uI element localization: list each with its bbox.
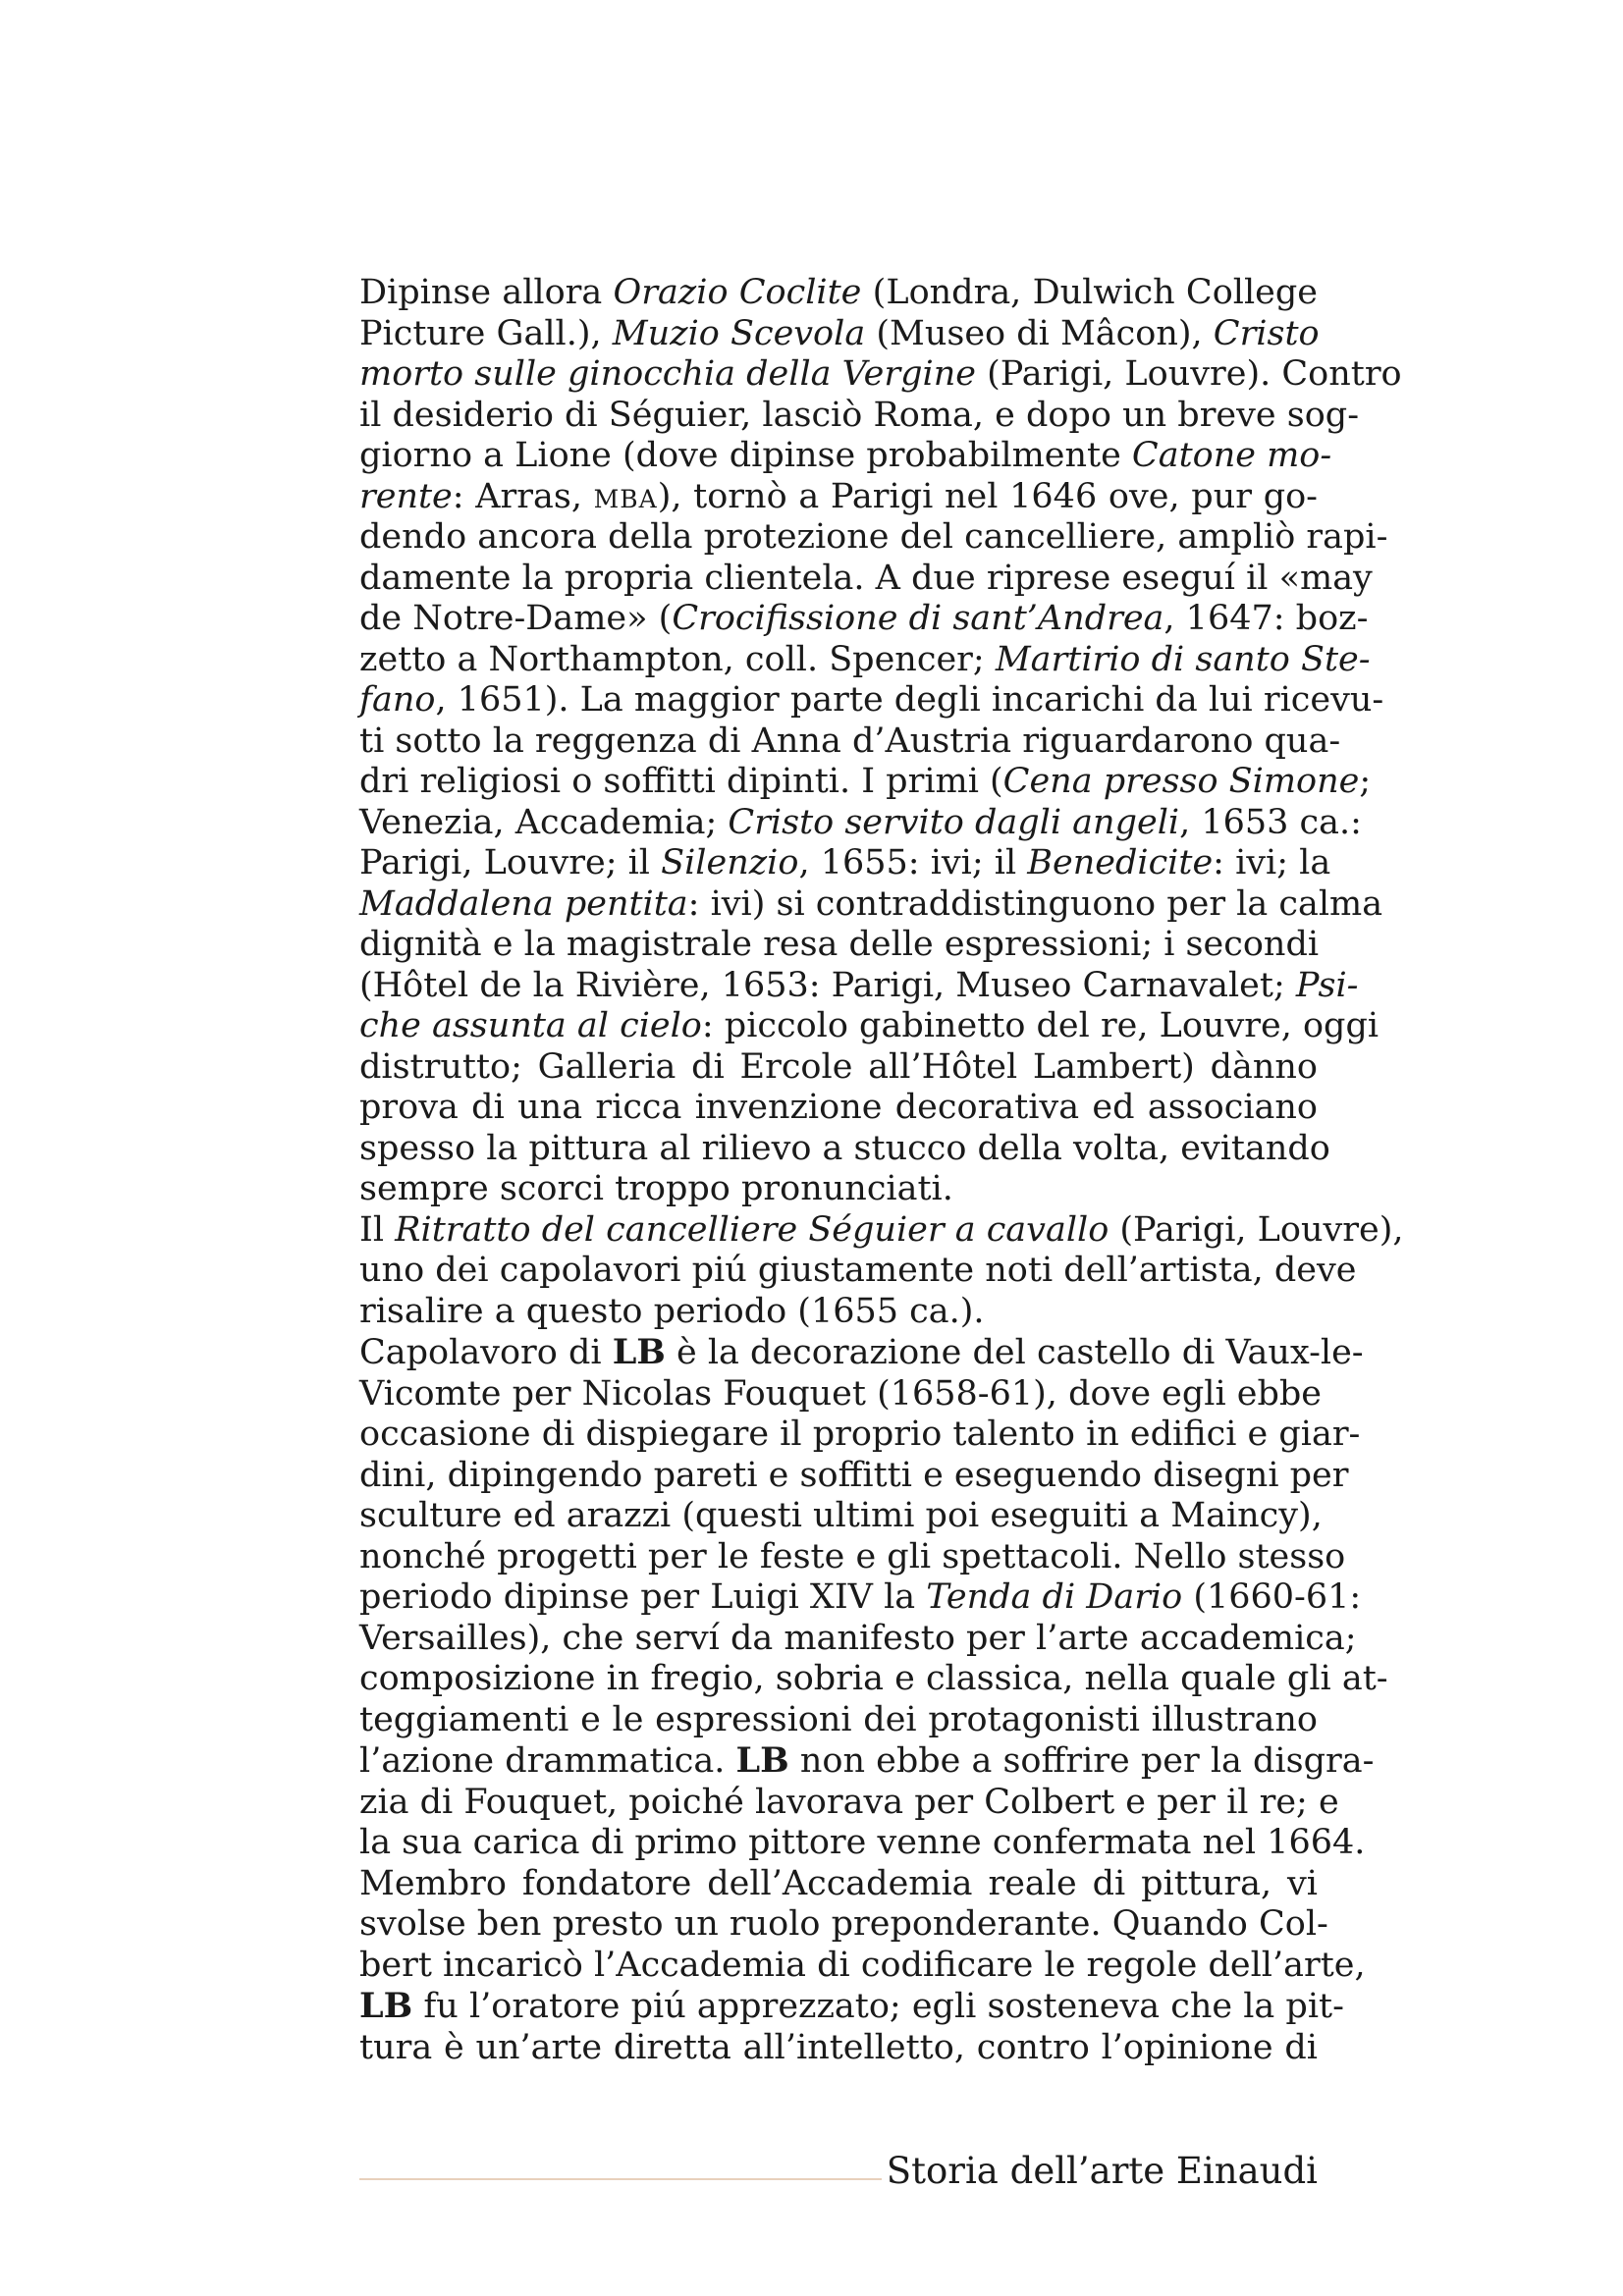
- text-line: [359, 1128, 1330, 1170]
- text-run: sempre scorci troppo pronunciati.: [359, 1169, 953, 1208]
- text-run: : Arras,: [452, 476, 594, 516]
- text-run: : ivi; la: [1213, 843, 1331, 882]
- text-run: de Notre-Dame» (: [359, 599, 673, 638]
- text-run: nonché progetti per le feste e gli spettacoli. Nello stesso: [359, 1536, 1346, 1576]
- text-run: ), tornò a Parigi nel 1646 ove, pur go-: [657, 476, 1318, 516]
- italic-title: rente: [359, 476, 453, 516]
- page-footer: [359, 2148, 1318, 2207]
- italic-title: Silenzio: [661, 843, 799, 882]
- text-line: [359, 1047, 1318, 1089]
- text-run: giorno a Lione (dove dipinse probabilmente: [359, 436, 1132, 475]
- text-line: [359, 639, 1371, 681]
- footer-title: Storia dell’arte Einaudi: [886, 2150, 1318, 2192]
- text-run: ;: [1359, 762, 1372, 801]
- footer-rule: [359, 2178, 882, 2180]
- text-line: [359, 1945, 1366, 1987]
- text-run: Venezia, Accademia;: [359, 802, 729, 842]
- text-run: , 1651). La maggior parte degli incarichi da lui ricevu-: [435, 680, 1384, 720]
- text-run: Vicomte per Nicolas Fouquet (1658-61), dove egli ebbe: [359, 1373, 1323, 1414]
- text-run: , 1653 ca.:: [1179, 802, 1362, 842]
- text-line: [359, 762, 1372, 803]
- text-run: (Museo di Mâcon),: [865, 313, 1214, 353]
- italic-title: Benedicite: [1027, 843, 1214, 882]
- text-run: Membro fondatore dell’Accademia reale di pittura, vi: [359, 1863, 1318, 1903]
- text-line: [359, 721, 1341, 763]
- text-run: (Parigi, Louvre),: [1109, 1209, 1404, 1250]
- italic-title: Ritratto del cancelliere Séguier a cavallo: [395, 1209, 1109, 1250]
- text-run: uno dei capolavori piú giustamente noti dell’artista, deve: [359, 1251, 1357, 1290]
- text-run: Picture Gall.),: [359, 313, 613, 353]
- text-line: [359, 1823, 1366, 1864]
- text-run: risalire a questo periodo (1655 ca.).: [359, 1291, 985, 1331]
- text-run: distrutto; Galleria di Ercole all’Hôtel Lambert) dànno: [359, 1046, 1318, 1087]
- text-line: [359, 1455, 1349, 1497]
- text-line: [359, 1251, 1357, 1292]
- text-line: [359, 395, 1360, 437]
- text-run: (Hôtel de la Rivière, 1653: Parigi, Museo Carnavalet;: [359, 965, 1296, 1005]
- text-line: [359, 680, 1384, 721]
- text-run: dini, dipingendo pareti e soffitti e eseguendo disegni per: [359, 1455, 1349, 1495]
- text-run: Capolavoro di: [359, 1333, 613, 1372]
- text-run: l’azione drammatica.: [359, 1741, 736, 1781]
- text-run: dendo ancora della protezione del cancelliere, ampliò rapi-: [359, 517, 1388, 557]
- text-line: [359, 1088, 1318, 1129]
- text-line: [359, 1986, 1344, 2028]
- text-line: [359, 883, 1383, 926]
- text-run: , 1647: boz-: [1163, 599, 1369, 638]
- text-line: [359, 354, 1402, 396]
- text-run: : piccolo gabinetto del re, Louvre, oggi: [701, 1006, 1380, 1045]
- abbreviation: mba: [593, 476, 658, 516]
- text-line: [359, 436, 1332, 477]
- text-line: [359, 1782, 1339, 1824]
- text-run: è la decorazione del castello di Vaux-le-: [665, 1333, 1364, 1372]
- text-run: : ivi) si contraddistinguono per la calma: [687, 883, 1383, 924]
- text-run: occasione di dispiegare il proprio talento in edifici e giar-: [359, 1415, 1361, 1454]
- italic-title: Psi-: [1295, 965, 1359, 1005]
- text-line: [359, 2028, 1318, 2069]
- italic-title: che assunta al cielo: [359, 1006, 702, 1045]
- text-line: [359, 843, 1331, 884]
- text-line: [359, 314, 1318, 355]
- text-run: , 1655: ivi; il: [798, 843, 1028, 882]
- artist-initials: LB: [735, 1740, 789, 1781]
- text-line: [359, 1373, 1323, 1415]
- text-run: dri religiosi o soffitti dipinti. I primi (: [359, 762, 1003, 801]
- italic-title: morto sulle ginocchia della Vergine: [359, 354, 976, 394]
- text-line: [359, 558, 1373, 600]
- text-line: [359, 1536, 1346, 1578]
- italic-title: Catone mo-: [1131, 436, 1332, 475]
- text-run: non ebbe a soffrire per la disgra-: [788, 1741, 1375, 1781]
- text-run: damente la propria clientela. A due riprese eseguí il «may: [359, 558, 1373, 598]
- text-run: (Londra, Dulwich College: [861, 273, 1318, 312]
- text-run: teggiamenti e le espressioni dei protagonisti illustrano: [359, 1699, 1318, 1739]
- text-line: [359, 1332, 1364, 1374]
- text-line: [359, 1659, 1388, 1700]
- italic-title: Muzio Scevola: [612, 313, 866, 353]
- text-run: fu l’oratore piú apprezzato; egli sosteneva che la pit-: [412, 1987, 1344, 2026]
- text-run: periodo dipinse per Luigi XIV la: [359, 1577, 927, 1617]
- italic-title: Martirio di santo Ste-: [995, 639, 1371, 679]
- text-run: Dipinse allora: [359, 273, 614, 312]
- text-line: [359, 802, 1362, 844]
- text-run: dignità e la magistrale resa delle espressioni; i secondi: [359, 925, 1320, 964]
- text-line: [359, 965, 1359, 1007]
- text-run: bert incaricò l’Accademia di codificare le regole dell’arte,: [359, 1945, 1366, 1985]
- text-line: [359, 1006, 1380, 1047]
- text-run: (Parigi, Louvre). Contro: [975, 354, 1402, 394]
- text-run: (1660-61:: [1182, 1577, 1362, 1617]
- text-line: [359, 1864, 1318, 1905]
- text-run: sculture ed arazzi (questi ultimi poi eseguiti a Maincy),: [359, 1496, 1323, 1535]
- italic-title: fano: [359, 680, 436, 720]
- text-line: [359, 273, 1318, 314]
- text-line: [359, 1700, 1318, 1741]
- text-line: [359, 1740, 1375, 1783]
- text-line: [359, 925, 1318, 966]
- text-run: Parigi, Louvre; il: [359, 843, 662, 882]
- text-run: Il: [359, 1209, 396, 1250]
- text-line: [359, 1577, 1362, 1619]
- text-line: [359, 1169, 1318, 1210]
- italic-title: Maddalena pentita: [359, 883, 688, 924]
- text-run: il desiderio di Séguier, lasciò Roma, e dopo un breve sog-: [359, 395, 1360, 435]
- text-run: spesso la pittura al rilievo a stucco della volta, evitando: [359, 1128, 1330, 1168]
- text-line: [359, 1618, 1357, 1660]
- text-line: [359, 477, 1318, 518]
- artist-initials: LB: [612, 1332, 666, 1372]
- body-text: [359, 273, 1404, 2068]
- text-run: zetto a Northampton, coll. Spencer;: [359, 639, 996, 679]
- text-line: [359, 517, 1388, 559]
- text-line: [359, 1209, 1404, 1252]
- text-run: ti sotto la reggenza di Anna d’Austria riguardarono qua-: [359, 721, 1341, 761]
- text-run: composizione in fregio, sobria e classica, nella quale gli at-: [359, 1659, 1388, 1698]
- italic-title: Tenda di Dario: [926, 1577, 1183, 1617]
- text-line: [359, 1496, 1323, 1537]
- text-run: prova di una ricca invenzione decorativa ed associano: [359, 1088, 1318, 1127]
- text-line: [359, 599, 1369, 640]
- text-run: zia di Fouquet, poiché lavorava per Colbert e per il re; e: [359, 1782, 1339, 1822]
- italic-title: Crocifissione di sant’Andrea: [672, 599, 1164, 638]
- italic-title: Cristo: [1213, 313, 1320, 353]
- text-line: [359, 1904, 1328, 1946]
- text-run: la sua carica di primo pittore venne confermata nel 1664.: [359, 1823, 1366, 1862]
- text-line: [359, 1415, 1361, 1456]
- text-run: tura è un’arte diretta all’intelletto, contro l’opinione di: [359, 2027, 1318, 2067]
- italic-title: Cena presso Simone: [1002, 762, 1360, 801]
- italic-title: Cristo servito dagli angeli: [728, 802, 1180, 842]
- text-line: [359, 1292, 1318, 1333]
- text-run: svolse ben presto un ruolo preponderante. Quando Col-: [359, 1904, 1328, 1944]
- text-run: Versailles), che serví da manifesto per l’arte accademica;: [359, 1618, 1357, 1658]
- artist-initials: LB: [359, 1986, 413, 2026]
- italic-title: Orazio Coclite: [613, 273, 862, 312]
